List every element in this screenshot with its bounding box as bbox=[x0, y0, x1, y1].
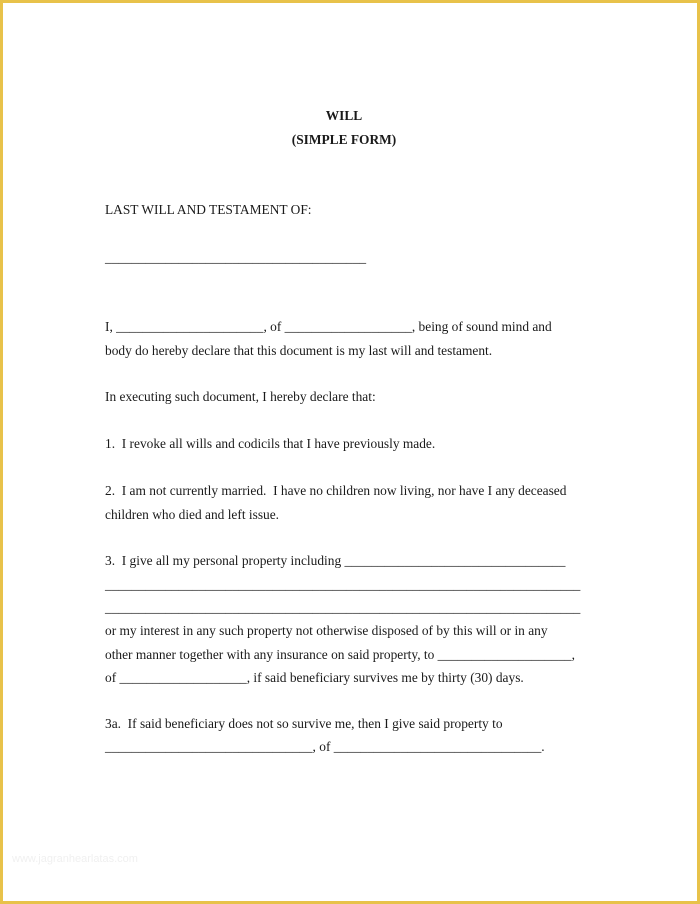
declaration-line-1: I, ______________________, of ___________________, being of sound mind and bbox=[105, 319, 552, 334]
clause-1: 1. I revoke all wills and codicils that I have previously made. bbox=[105, 436, 436, 451]
testator-name-blank: _______________________________________ bbox=[105, 250, 367, 265]
document-title: WILL bbox=[325, 108, 363, 123]
clause-3-blank-line-1: _______________________________________________________________________ bbox=[105, 577, 581, 592]
clause-3-line-4: or my interest in any such property not otherwise disposed of by this will or in any bbox=[105, 623, 548, 638]
clause-2-line-1: 2. I am not currently married. I have no children now living, nor have I any deceased bbox=[105, 483, 567, 498]
clause-3a-line-2: _______________________________, of _______________________________. bbox=[105, 739, 545, 754]
document-subtitle: (SIMPLE FORM) bbox=[291, 132, 397, 147]
clause-2-line-2: children who died and left issue. bbox=[105, 507, 280, 522]
testament-heading: LAST WILL AND TESTAMENT OF: bbox=[105, 202, 312, 217]
clause-3-line-1: 3. I give all my personal property including _________________________________ bbox=[105, 553, 566, 568]
clause-3-line-6: of ___________________, if said beneficiary survives me by thirty (30) days. bbox=[105, 670, 524, 685]
declaration-line-2: body do hereby declare that this document is my last will and testament. bbox=[105, 343, 493, 358]
executing-statement: In executing such document, I hereby declare that: bbox=[105, 389, 376, 404]
clause-3-line-5: other manner together with any insurance on said property, to ____________________, bbox=[105, 647, 575, 662]
watermark: www.jagranhearlatas.com bbox=[12, 853, 138, 865]
clause-3a-line-1: 3a. If said beneficiary does not so survive me, then I give said property to bbox=[105, 716, 503, 731]
clause-3-blank-line-2: _______________________________________________________________________ bbox=[105, 600, 581, 615]
